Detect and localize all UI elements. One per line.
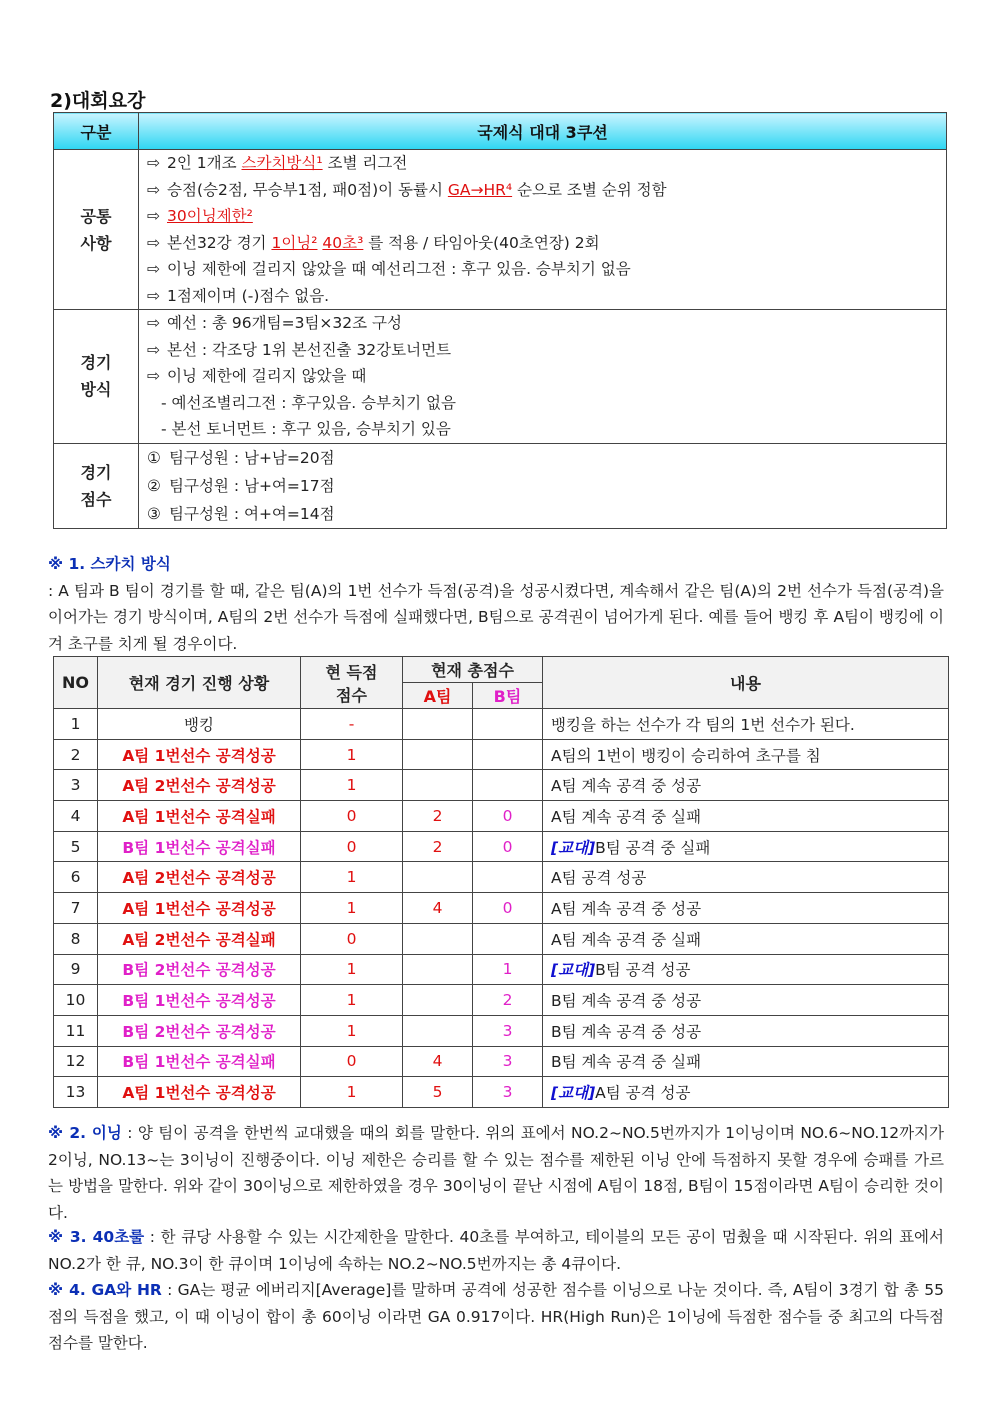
score-items — [139, 443, 947, 528]
note-scotch-body: : A 팀과 B 팀이 경기를 할 때, 같은 팀(A)의 1번 선수가 득점(공격)을 성공시켰다면, 계속해서 같은 팀(A)의 2번 선수가 득점(공격)을 이어가는 경기 방식이며, A팀의 2번 선수가 득점에 실패했다면, B팀으로 공격권이 넘어가게 된다. 예를 들어 뱅킹 후 A팀이 뱅킹에 이겨 초구를 치게 될 경우이다. — [48, 581, 944, 653]
method-subitem: - 본선 토너먼트 : 후구 있음, 승부치기 있음 — [161, 420, 451, 438]
row-no: 6 — [54, 862, 98, 893]
row-total-a: 2 — [403, 831, 473, 862]
note-scotch — [48, 551, 944, 657]
row-desc-text: B팀 계속 공격 중 실패 — [551, 1053, 702, 1072]
row-no: 9 — [54, 954, 98, 985]
row-desc-text: B팀 계속 공격 중 성공 — [551, 992, 702, 1011]
col-score: 현 득점 점수 — [301, 657, 403, 709]
method-items — [139, 310, 947, 444]
row-desc — [543, 801, 949, 832]
common-item — [147, 256, 946, 283]
row-status: B팀 1번선수 공격성공 — [98, 985, 301, 1016]
row-total-a — [403, 923, 473, 954]
common-item-highlight: GA→HR⁴ — [447, 180, 513, 199]
row-total-b — [473, 923, 543, 954]
row-no: 7 — [54, 893, 98, 924]
row-desc-text: B팀 공격 성공 — [595, 961, 691, 980]
row-desc — [543, 739, 949, 770]
row-total-a — [403, 985, 473, 1016]
section-title: 2)대회요강 — [50, 90, 146, 112]
rules-header-category: 구분 — [54, 113, 139, 150]
row-total-a — [403, 862, 473, 893]
arrow-icon: ⇨ — [147, 260, 160, 278]
common-item-text: 본선32강 경기 — [167, 233, 272, 252]
common-item-text: 를 적용 / 타임아웃(40초연장) 2회 — [363, 233, 600, 252]
row-total-b — [473, 739, 543, 770]
common-item — [147, 283, 946, 310]
row-total-a — [403, 1015, 473, 1046]
row-status: B팀 1번선수 공격실패 — [98, 1046, 301, 1077]
arrow-icon: ⇨ — [147, 154, 160, 172]
score-item-text: 팀구성원 : 남+남=20점 — [169, 448, 335, 467]
row-total-a — [403, 709, 473, 740]
table-row — [54, 893, 949, 924]
table-row — [54, 1077, 949, 1108]
note-inning-body: : 양 팀이 공격을 한번씩 교대했을 때의 회를 말한다. 위의 표에서 NO.2~NO.5번까지가 1이닝이며 NO.6~NO.12까지가 2이닝, NO.13~는 3이닝이 진행중이다. 이닝 제한은 승리를 할 수 있는 점수를 제한된 이닝 안에 득점하지 못할 경우에 승패를 가르는 방법을 말한다. 위와 같이 30이닝으로 제한하였을 경우 30이닝이 끝난 시점에 A팀이 18점, B팀이 15점이라면 A팀이 승리한 것이다. — [48, 1124, 944, 1222]
common-item — [147, 230, 946, 257]
row-desc-text: A팀 공격 성공 — [551, 869, 647, 888]
method-subitem: - 예선조별리그전 : 후구있음. 승부치기 없음 — [161, 393, 456, 412]
score-item-text: 팀구성원 : 남+여=17점 — [169, 476, 335, 495]
col-status: 현재 경기 진행 상황 — [98, 657, 301, 709]
row-total-a — [403, 739, 473, 770]
row-score: - — [301, 709, 403, 740]
row-no: 12 — [54, 1046, 98, 1077]
row-no: 13 — [54, 1077, 98, 1108]
item-number: ② — [147, 476, 161, 495]
row-status: A팀 1번선수 공격실패 — [98, 801, 301, 832]
table-row — [54, 831, 949, 862]
row-total-a: 5 — [403, 1077, 473, 1108]
row-total-b: 3 — [473, 1077, 543, 1108]
row-desc-text: A팀 계속 공격 중 성공 — [551, 777, 702, 796]
row-status: B팀 2번선수 공격성공 — [98, 1015, 301, 1046]
arrow-icon: ⇨ — [147, 367, 160, 385]
row-score: 1 — [301, 985, 403, 1016]
table-row — [54, 985, 949, 1016]
row-desc — [543, 1046, 949, 1077]
row-status: A팀 2번선수 공격성공 — [98, 770, 301, 801]
row-desc-text: A팀 공격 성공 — [595, 1084, 691, 1103]
col-content: 내용 — [543, 657, 949, 709]
note-40sec-body: : 한 큐당 사용할 수 있는 시간제한을 말한다. 40초를 부여하고, 테이블의 모든 공이 멈췄을 때 시작된다. 위의 표에서 NO.2가 한 큐, NO.3이 한 큐이며 1이닝에 속하는 NO.2~NO.5번까지는 총 4큐이다. — [48, 1228, 944, 1273]
table-row — [54, 739, 949, 770]
row-desc — [543, 1077, 949, 1108]
method-item-text: 예선 : 총 96개팀=3팀×32조 구성 — [167, 314, 402, 332]
arrow-icon: ⇨ — [147, 233, 160, 252]
score-item — [147, 472, 946, 500]
row-no: 5 — [54, 831, 98, 862]
item-number: ③ — [147, 504, 161, 523]
note-40sec — [48, 1224, 944, 1277]
table-row — [54, 801, 949, 832]
row-total-b — [473, 862, 543, 893]
row-desc-text: A팀 계속 공격 중 성공 — [551, 899, 702, 918]
row-status: A팀 1번선수 공격성공 — [98, 739, 301, 770]
method-item — [147, 310, 946, 337]
row-no: 3 — [54, 770, 98, 801]
row-no: 1 — [54, 709, 98, 740]
row-score: 0 — [301, 801, 403, 832]
common-item-highlight: 1이닝² — [271, 233, 318, 252]
row-total-b: 2 — [473, 985, 543, 1016]
note-scotch-head: ※ 1. 스카치 방식 — [48, 555, 171, 573]
arrow-icon: ⇨ — [147, 207, 160, 225]
row-score: 0 — [301, 831, 403, 862]
row-no: 2 — [54, 739, 98, 770]
note-ga-hr-head: ※ 4. GA와 HR — [48, 1281, 162, 1299]
row-desc-text: A팀 계속 공격 중 실패 — [551, 807, 702, 826]
row-no: 10 — [54, 985, 98, 1016]
swap-badge: [교대] — [551, 1084, 596, 1103]
row-desc — [543, 831, 949, 862]
table-row — [54, 954, 949, 985]
row-score: 0 — [301, 923, 403, 954]
score-label: 경기 점수 — [54, 443, 139, 528]
row-total-b: 3 — [473, 1015, 543, 1046]
method-item — [147, 363, 946, 390]
common-item-highlight: 스카치방식¹ — [241, 154, 323, 172]
row-status: 뱅킹 — [98, 709, 301, 740]
row-total-b: 0 — [473, 801, 543, 832]
col-total: 현재 총점수 — [403, 657, 543, 683]
row-total-b — [473, 709, 543, 740]
row-total-b: 0 — [473, 893, 543, 924]
row-desc — [543, 954, 949, 985]
row-score: 0 — [301, 1046, 403, 1077]
row-no: 8 — [54, 923, 98, 954]
row-score: 1 — [301, 1015, 403, 1046]
row-desc-text: 뱅킹을 하는 선수가 각 팀의 1번 선수가 된다. — [551, 715, 855, 734]
common-item-highlight: 30이닝제한² — [167, 207, 253, 225]
row-total-a — [403, 954, 473, 985]
note-ga-hr-body: : GA는 평균 에버리지[Average]를 말하며 공격에 성공한 점수를 이닝으로 나눈 것이다. 즉, A팀이 3경기 합 총 55점의 득점을 했고, 이 때 이닝이 합이 총 60이닝 이라면 GA 0.917이다. HR(High Run)은 1이닝에 득점한 점수들 중 최고의 다득점 점수를 말한다. — [48, 1281, 944, 1352]
col-team-a: A팀 — [403, 683, 473, 709]
common-item — [147, 150, 946, 177]
rules-header-event: 국제식 대대 3쿠션 — [139, 113, 947, 150]
item-number: ① — [147, 448, 161, 467]
row-total-a: 4 — [403, 893, 473, 924]
row-status: B팀 1번선수 공격실패 — [98, 831, 301, 862]
common-items — [139, 150, 947, 310]
score-item — [147, 500, 946, 528]
common-item-text: 조별 리그전 — [322, 154, 408, 172]
table-row — [54, 862, 949, 893]
row-desc — [543, 770, 949, 801]
row-total-b: 1 — [473, 954, 543, 985]
note-40sec-head: ※ 3. 40초룰 — [48, 1228, 145, 1246]
common-item — [147, 203, 946, 230]
arrow-icon: ⇨ — [147, 180, 160, 199]
col-no: NO — [54, 657, 98, 709]
row-desc-text: B팀 계속 공격 중 성공 — [551, 1022, 702, 1041]
note-ga-hr — [48, 1277, 944, 1357]
rules-table — [53, 112, 947, 529]
row-desc-text: B팀 공격 중 실패 — [595, 838, 711, 857]
score-item-text: 팀구성원 : 여+여=14점 — [169, 504, 335, 523]
swap-badge: [교대] — [551, 961, 596, 980]
row-desc — [543, 923, 949, 954]
row-total-b: 0 — [473, 831, 543, 862]
row-desc — [543, 893, 949, 924]
row-no: 4 — [54, 801, 98, 832]
arrow-icon: ⇨ — [147, 314, 160, 332]
score-item — [147, 444, 946, 472]
table-row — [54, 1046, 949, 1077]
row-score: 1 — [301, 770, 403, 801]
method-item — [147, 337, 946, 364]
row-desc-text: A팀 계속 공격 중 실패 — [551, 930, 702, 949]
row-status: A팀 2번선수 공격실패 — [98, 923, 301, 954]
col-team-b: B팀 — [473, 683, 543, 709]
table-row — [54, 923, 949, 954]
arrow-icon: ⇨ — [147, 286, 160, 305]
row-total-b — [473, 770, 543, 801]
method-item-text: 본선 : 각조당 1위 본선진출 32강토너먼트 — [167, 340, 452, 359]
row-desc — [543, 985, 949, 1016]
common-item-text: 1점제이며 (-)점수 없음. — [167, 286, 330, 305]
row-desc — [543, 862, 949, 893]
common-item — [147, 177, 946, 204]
row-status: B팀 2번선수 공격성공 — [98, 954, 301, 985]
row-total-a: 4 — [403, 1046, 473, 1077]
row-status: A팀 1번선수 공격성공 — [98, 893, 301, 924]
arrow-icon: ⇨ — [147, 340, 160, 359]
common-item-text: 2인 1개조 — [167, 154, 242, 172]
row-score: 1 — [301, 1077, 403, 1108]
table-row — [54, 709, 949, 740]
method-item-text: 이닝 제한에 걸리지 않았을 때 — [167, 367, 367, 385]
common-item-text: 순으로 조별 순위 정함 — [512, 180, 667, 199]
row-desc-text: A팀의 1번이 뱅킹이 승리하여 초구를 침 — [551, 746, 821, 765]
common-item-text: 승점(승2점, 무승부1점, 패0점)이 동률시 — [167, 180, 448, 199]
scotch-table — [53, 656, 949, 1108]
row-no: 11 — [54, 1015, 98, 1046]
method-label: 경기 방식 — [54, 310, 139, 444]
row-status: A팀 1번선수 공격성공 — [98, 1077, 301, 1108]
row-score: 1 — [301, 739, 403, 770]
common-label: 공통 사항 — [54, 150, 139, 310]
row-score: 1 — [301, 954, 403, 985]
row-total-b: 3 — [473, 1046, 543, 1077]
table-row — [54, 770, 949, 801]
swap-badge: [교대] — [551, 838, 596, 857]
note-inning-head: ※ 2. 이닝 — [48, 1124, 122, 1142]
row-score: 1 — [301, 862, 403, 893]
common-item-highlight: 40초³ — [322, 233, 364, 252]
row-total-a — [403, 770, 473, 801]
row-score: 1 — [301, 893, 403, 924]
table-row — [54, 1015, 949, 1046]
common-item-text: 이닝 제한에 걸리지 않았을 때 예선리그전 : 후구 있음. 승부치기 없음 — [167, 260, 631, 278]
row-status: A팀 2번선수 공격성공 — [98, 862, 301, 893]
row-desc — [543, 1015, 949, 1046]
row-total-a: 2 — [403, 801, 473, 832]
note-inning — [48, 1120, 944, 1226]
row-desc — [543, 709, 949, 740]
